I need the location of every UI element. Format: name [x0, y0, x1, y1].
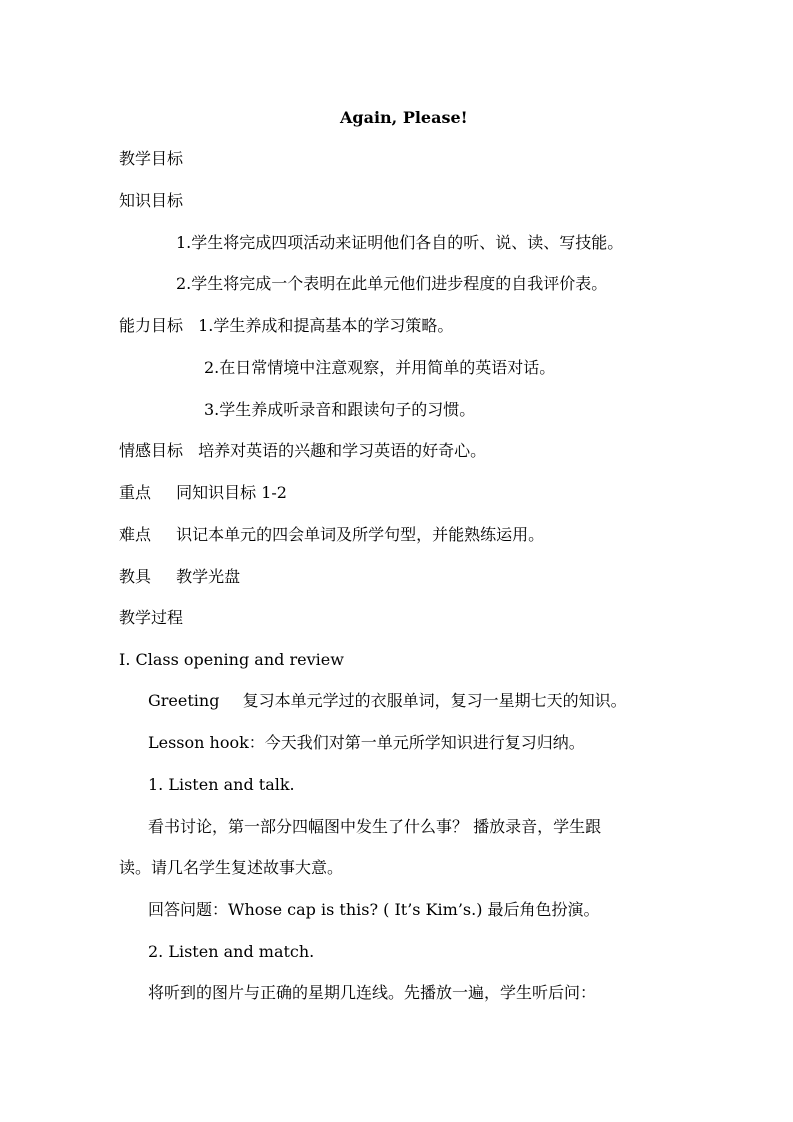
tools-text: 教学光盘: [176, 567, 241, 586]
discussion-line-1: 看书讨论，第一部分四幅图中发生了什么事？ 播放录音，学生跟: [148, 817, 602, 836]
difficulty-label: 难点: [119, 525, 152, 544]
difficulty-text: 识记本单元的四会单词及所学句型，并能熟练运用。: [176, 525, 545, 544]
focus-row: [119, 482, 287, 504]
knowledge-goal-1: 1.学生将完成四项活动来证明他们各自的听、说、读、写技能。: [176, 233, 624, 252]
match-line: 将听到的图片与正确的星期几连线。先播放一遍，学生听后问：: [148, 983, 597, 1002]
emotion-goals-label: 情感目标: [119, 441, 184, 460]
discussion-line-2: 读。请几名学生复述故事大意。: [119, 858, 344, 877]
document-title: Again, Please!: [340, 108, 468, 127]
question-line: 回答问题：Whose cap is this? ( It’s Kim’s.) 最后角色扮演。: [148, 900, 600, 919]
listen-match-heading: 2. Listen and match.: [148, 942, 315, 961]
greeting-row: [148, 690, 627, 712]
step1-heading: Ⅰ. Class opening and review: [119, 650, 344, 669]
focus-label: 重点: [119, 483, 152, 502]
ability-goal-1: 1.学生养成和提高基本的学习策略。: [198, 316, 454, 335]
knowledge-goals-heading: 知识目标: [119, 191, 184, 210]
difficulty-row: [119, 524, 544, 546]
listen-talk-heading: 1. Listen and talk.: [148, 775, 295, 794]
knowledge-goal-2: 2.学生将完成一个表明在此单元他们进步程度的自我评价表。: [176, 274, 608, 293]
ability-goals-row: [119, 315, 453, 337]
ability-goals-label: 能力目标: [119, 316, 184, 335]
teaching-goals-heading: 教学目标: [119, 149, 184, 168]
ability-goal-3: 3.学生养成听录音和跟读句子的习惯。: [204, 400, 476, 419]
greeting-text: 复习本单元学过的衣服单词，复习一星期七天的知识。: [242, 691, 627, 710]
emotion-goals-row: [119, 440, 486, 462]
lesson-hook: Lesson hook：今天我们对第一单元所学知识进行复习归纳。: [148, 733, 585, 752]
tools-row: [119, 566, 240, 588]
emotion-goals-text: 培养对英语的兴趣和学习英语的好奇心。: [198, 441, 487, 460]
ability-goal-2: 2.在日常情境中注意观察，并用简单的英语对话。: [204, 358, 556, 377]
greeting-label: Greeting: [148, 691, 220, 710]
focus-text: 同知识目标 1-2: [176, 483, 287, 502]
tools-label: 教具: [119, 567, 152, 586]
process-heading: 教学过程: [119, 608, 184, 627]
